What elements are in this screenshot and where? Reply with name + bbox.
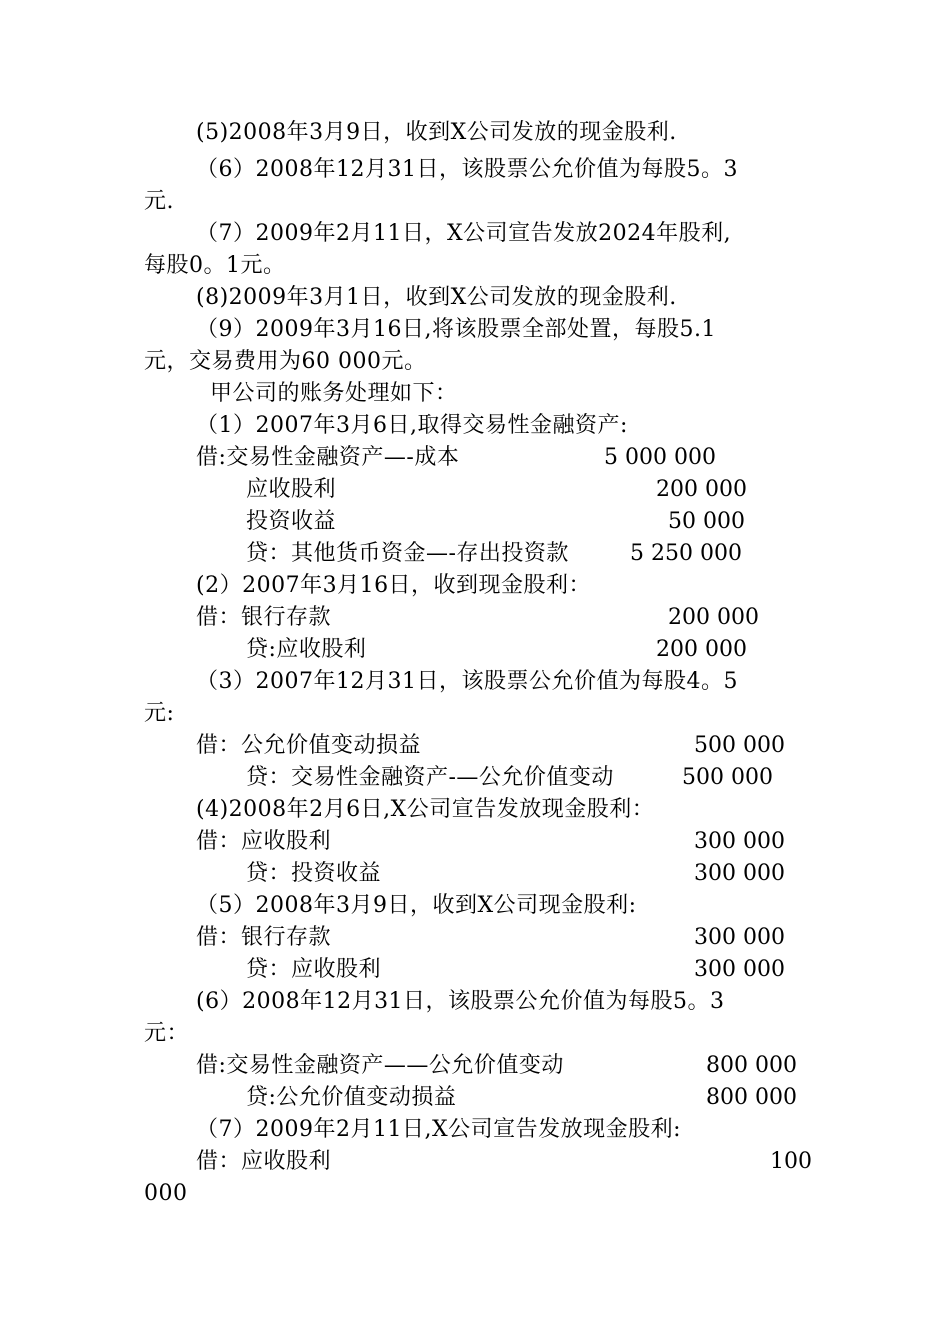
text-line: 元，交易费用为60 000元。 xyxy=(144,349,427,374)
amount: 200 000 xyxy=(656,477,747,502)
debit-line: 借：银行存款 xyxy=(196,605,332,630)
debit-line: 借:交易性金融资产—-成本 xyxy=(196,445,460,470)
debit-line: 借：应收股利 xyxy=(196,829,332,854)
text-line: （7）2009年2月11日,X公司宣告发放现金股利: xyxy=(196,1117,682,1142)
text-line: 元. xyxy=(144,189,174,214)
debit-line: 借：银行存款 xyxy=(196,925,332,950)
debit-line: 应收股利 xyxy=(246,477,337,502)
text-line: （9）2009年3月16日,将该股票全部处置，每股5.1 xyxy=(196,317,716,342)
credit-line: 贷：交易性金融资产-—公允价值变动 xyxy=(246,765,614,790)
text-line: (6）2008年12月31日，该股票公允价值为每股5。3 xyxy=(196,989,725,1014)
text-line: 每股0。1元。 xyxy=(144,253,286,278)
amount: 300 000 xyxy=(694,925,785,950)
credit-line: 贷:公允价值变动损益 xyxy=(246,1085,457,1110)
amount: 800 000 xyxy=(706,1053,797,1078)
amount: 300 000 xyxy=(694,861,785,886)
text-line: （1）2007年3月6日,取得交易性金融资产: xyxy=(196,413,628,438)
amount: 500 000 xyxy=(694,733,785,758)
debit-line: 借：应收股利 xyxy=(196,1149,332,1174)
text-line: (8)2009年3月1日，收到X公司发放的现金股利. xyxy=(196,285,677,310)
text-line: （6）2008年12月31日，该股票公允价值为每股5。3 xyxy=(196,157,738,182)
amount: 300 000 xyxy=(694,957,785,982)
amount: 500 000 xyxy=(682,765,773,790)
text-line: 甲公司的账务处理如下： xyxy=(210,381,458,406)
text-line: (4)2008年2月6日,X公司宣告发放现金股利： xyxy=(196,797,655,822)
debit-line: 借：公允价值变动损益 xyxy=(196,733,422,758)
text-line: （3）2007年12月31日，该股票公允价值为每股4。5 xyxy=(196,669,738,694)
amount: 300 000 xyxy=(694,829,785,854)
credit-line: 贷:应收股利 xyxy=(246,637,367,662)
amount: 200 000 xyxy=(668,605,759,630)
amount: 200 000 xyxy=(656,637,747,662)
text-line: 000 xyxy=(144,1181,188,1206)
text-line: (2）2007年3月16日，收到现金股利： xyxy=(196,573,592,598)
debit-line: 借:交易性金融资产——公允价值变动 xyxy=(196,1053,564,1078)
text-line: (5)2008年3月9日，收到X公司发放的现金股利. xyxy=(196,120,677,145)
text-line: 元: xyxy=(144,701,175,726)
amount: 5 250 000 xyxy=(630,541,742,566)
amount: 5 000 000 xyxy=(604,445,716,470)
text-line: 元： xyxy=(144,1021,190,1046)
credit-line: 贷：其他货币资金—-存出投资款 xyxy=(246,541,569,566)
text-line: （7）2009年2月11日，X公司宣告发放2024年股利, xyxy=(196,221,732,246)
debit-line: 投资收益 xyxy=(246,509,337,534)
amount: 100 xyxy=(770,1149,812,1174)
amount: 800 000 xyxy=(706,1085,797,1110)
amount: 50 000 xyxy=(668,509,745,534)
credit-line: 贷：投资收益 xyxy=(246,861,382,886)
text-line: （5）2008年3月9日，收到X公司现金股利: xyxy=(196,893,637,918)
credit-line: 贷：应收股利 xyxy=(246,957,382,982)
